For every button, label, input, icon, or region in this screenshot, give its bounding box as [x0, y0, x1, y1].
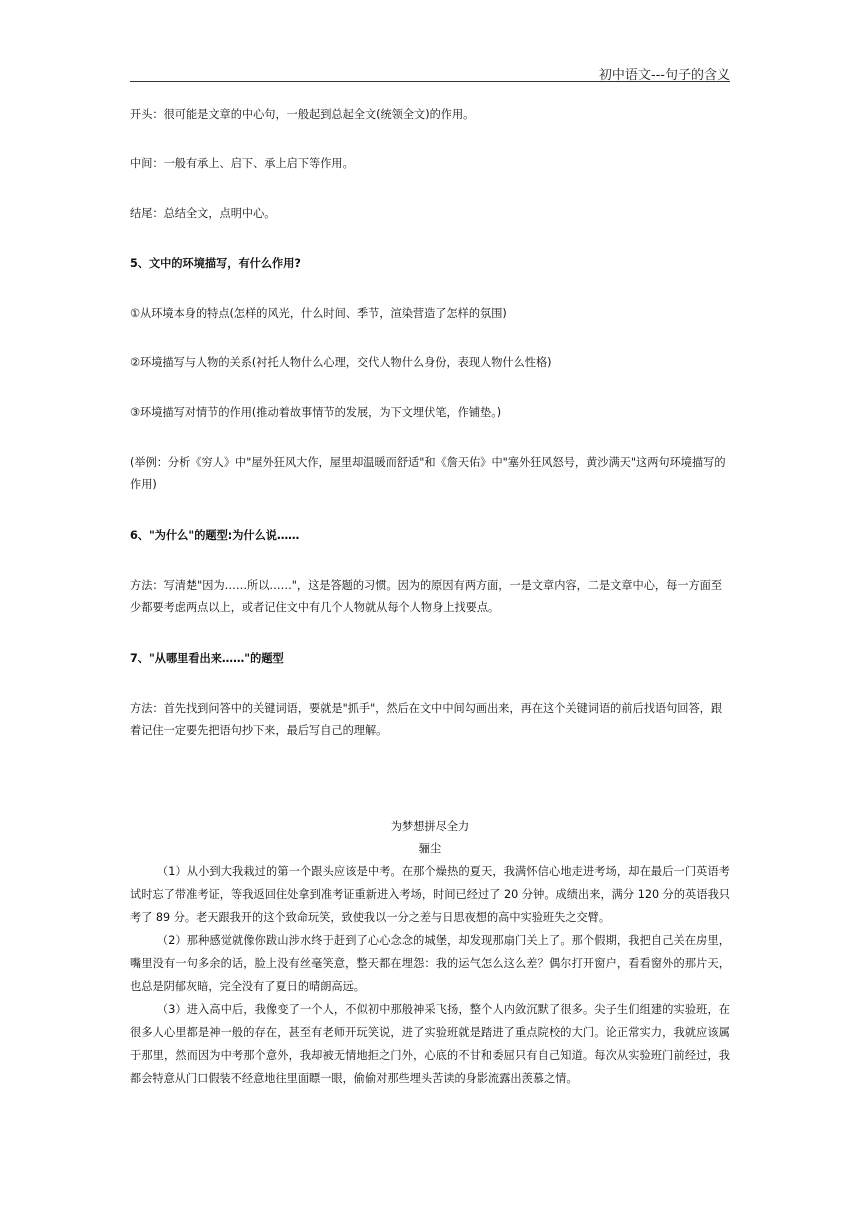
q5-point-2: ②环境描写与人物的关系(衬托人物什么心理，交代人物什么身份，表现人物什么性格) [130, 356, 552, 369]
header-divider [130, 81, 730, 82]
page-header-title: 初中语文---句子的含义 [598, 68, 730, 83]
essay-paragraph-1: （1）从小到大我栽过的第一个跟头应该是中考。在那个燥热的夏天，我满怀信心地走进考场，却在最后一门英语考试时忘了带准考证，等我返回住处拿到准考证重新进入考场，时间已经过了 20 分钟。成绩出来，满分 120 分的英语我只考了 89 分。老天跟我开的这个致命玩笑，致使我以一分之差与日思夜想的高中实验班失之交臂。 [130, 865, 730, 924]
q5-example: (举例：分析《穷人》中"屋外狂风大作，屋里却温暖而舒适"和《詹天佑》中"塞外狂风怒号，黄沙满天"这两句环境描写的作用) [130, 456, 726, 491]
essay-author: 骊尘 [418, 842, 442, 855]
q5-point-3: ③环境描写对情节的作用(推动着故事情节的发展，为下文埋伏笔，作铺垫。) [130, 406, 502, 419]
q6-method: 方法：写清楚"因为……所以……"，这是答题的习惯。因为的原因有两方面，一是文章内容，二是文章中心，每一方面至少都要考虑两点以上，或者记住文中有几个人物就从每个人物身上找要点。 [130, 579, 723, 614]
q6-heading: 6、"为什么"的题型:为什么说…… [130, 529, 300, 542]
q5-point-1: ①从环境本身的特点(怎样的风光，什么时间、季节，渲染营造了怎样的氛围) [130, 307, 507, 320]
method-ending: 结尾：总结全文，点明中心。 [130, 207, 276, 220]
q5-heading: 5、文中的环境描写，有什么作用? [130, 257, 301, 270]
q7-heading: 7、"从哪里看出来……"的题型 [130, 652, 284, 665]
method-beginning: 开头：很可能是文章的中心句，一般起到总起全文(统领全文)的作用。 [130, 108, 475, 121]
method-middle: 中间：一般有承上、启下、承上启下等作用。 [130, 157, 354, 170]
q7-method: 方法：首先找到问答中的关键词语，要就是"抓手"，然后在文中中间勾画出来，再在这个关键词语的前后找语句回答，跟着记住一定要先把语句抄下来，最后写自己的理解。 [130, 702, 723, 737]
essay-paragraph-3: （3）进入高中后，我像变了一个人，不似初中那般神采飞扬，整个人内敛沉默了很多。尖子生们组建的实验班，在很多人心里都是神一般的存在，甚至有老师开玩笑说，进了实验班就是踏进了重点院校的大门。论正常实力，我就应该属于那里，然而因为中考那个意外，我却被无情地拒之门外，心底的不甘和委屈只有自己知道。每次从实验班门前经过，我都会特意从门口假装不经意地往里面瞟一眼，偷偷对那些埋头苦读的身影流露出羡慕之情。 [130, 1003, 730, 1085]
essay-title: 为梦想拼尽全力 [390, 820, 470, 833]
essay-paragraph-2: （2）那种感觉就像你跋山涉水终于赶到了心心念念的城堡，却发现那扇门关上了。那个假期，我把自己关在房里，嘴里没有一句多余的话，脸上没有丝毫笑意，整天都在埋怨：我的运气怎么这么差？偶尔打开窗户，看看窗外的那片天，也总是阴郁灰暗，完全没有了夏日的晴朗高远。 [130, 934, 730, 993]
